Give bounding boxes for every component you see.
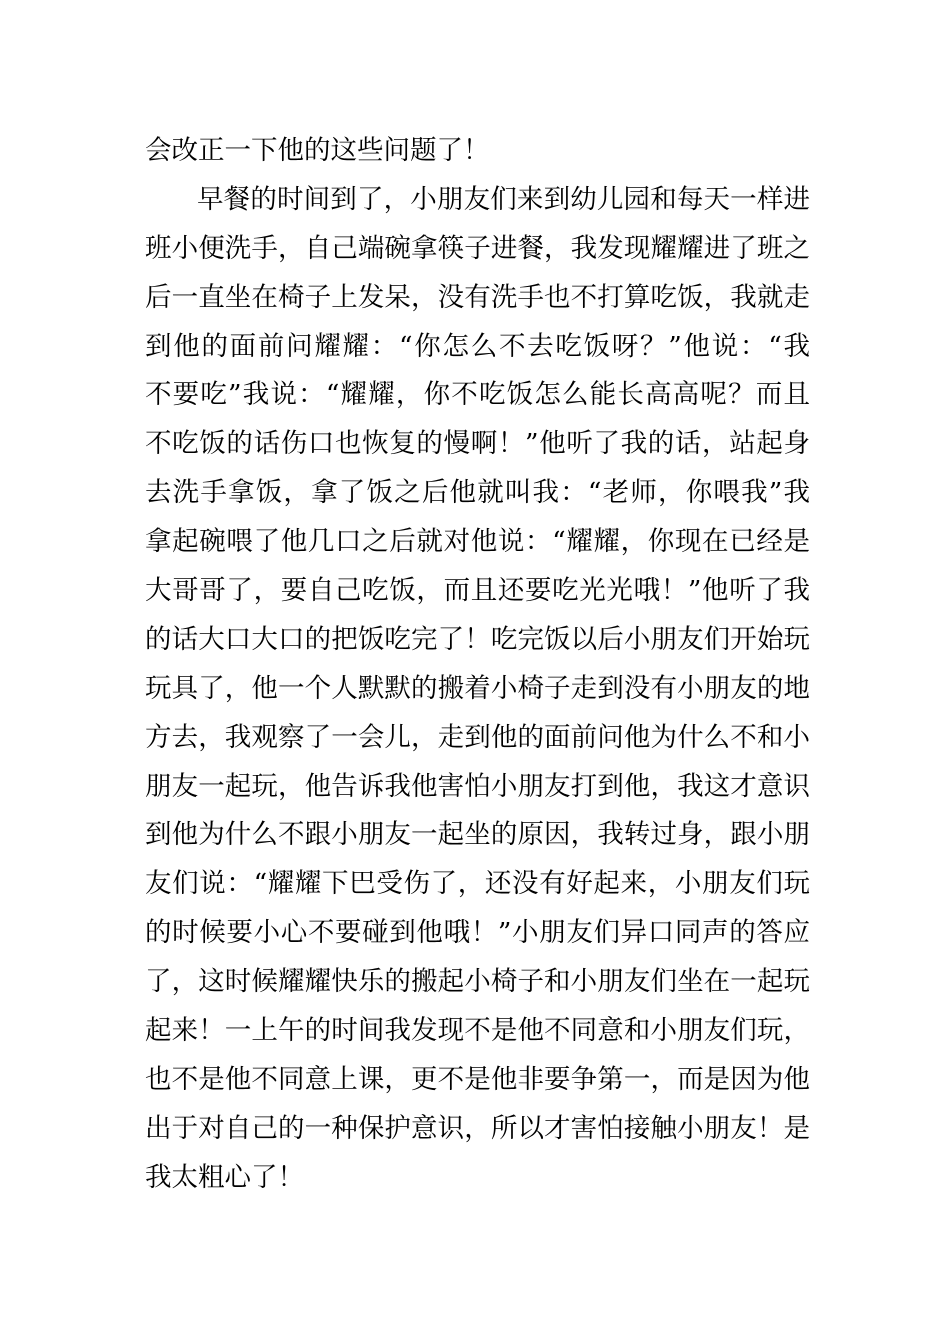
text-line: 会改正一下他的这些问题了！ <box>145 135 490 166</box>
text-line: 拿起碗喂了他几口之后就对他说：“耀耀，你现在已经是 <box>145 526 810 558</box>
text-line: 出于对自己的一种保护意识，所以才害怕接触小朋友！是 <box>145 1112 810 1144</box>
text-line: 了，这时候耀耀快乐的搬起小椅子和小朋友们坐在一起玩 <box>145 966 810 998</box>
text-line: 大哥哥了，要自己吃饭，而且还要吃光光哦！”他听了我 <box>145 575 810 607</box>
text-line: 方去，我观察了一会儿，走到他的面前问他为什么不和小 <box>145 721 810 753</box>
text-line: 到他的面前问耀耀：“你怎么不去吃饭呀？”他说：“我 <box>145 330 810 362</box>
text-line: 早餐的时间到了，小朋友们来到幼儿园和每天一样进 <box>197 183 810 215</box>
text-line: 不吃饭的话伤口也恢复的慢啊！”他听了我的话，站起身 <box>145 428 810 460</box>
text-line: 的时候要小心不要碰到他哦！”小朋友们异口同声的答应 <box>145 917 810 949</box>
text-line: 也不是他不同意上课，更不是他非要争第一，而是因为他 <box>145 1063 810 1095</box>
text-line: 到他为什么不跟小朋友一起坐的原因，我转过身，跟小朋 <box>145 819 810 851</box>
text-line: 朋友一起玩，他告诉我他害怕小朋友打到他，我这才意识 <box>145 770 810 802</box>
text-line: 起来！一上午的时间我发现不是他不同意和小朋友们玩， <box>145 1015 810 1047</box>
text-line: 玩具了，他一个人默默的搬着小椅子走到没有小朋友的地 <box>145 672 810 704</box>
text-line: 后一直坐在椅子上发呆，没有洗手也不打算吃饭，我就走 <box>145 281 810 313</box>
text-line: 去洗手拿饭，拿了饭之后他就叫我：“老师，你喂我”我 <box>145 477 810 509</box>
text-line: 我太粗心了！ <box>145 1161 304 1193</box>
text-line: 友们说：“耀耀下巴受伤了，还没有好起来，小朋友们玩 <box>145 868 810 900</box>
text-line: 不要吃”我说：“耀耀，你不吃饭怎么能长高高呢？而且 <box>145 379 810 411</box>
text-line: 班小便洗手，自己端碗拿筷子进餐，我发现耀耀进了班之 <box>145 232 810 264</box>
document-body-text <box>145 127 810 1203</box>
text-line: 的话大口大口的把饭吃完了！吃完饭以后小朋友们开始玩 <box>145 623 810 655</box>
